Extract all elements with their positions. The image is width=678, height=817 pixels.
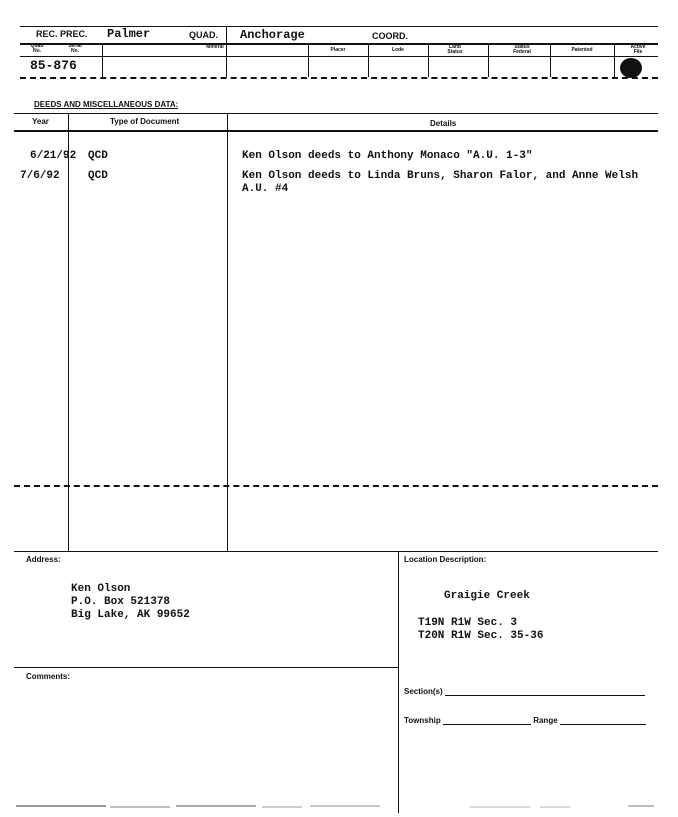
coord-label: COORD. [372,31,408,41]
active-file-label: Active File [630,44,646,55]
col-type-header: Type of Document [110,117,180,126]
patented-label: Patented [571,47,593,53]
quad-no-label: Quad No. [30,43,44,54]
col-year-header: Year [32,117,49,126]
row-details: Ken Olson deeds to Linda Bruns, Sharon Falor, and Anne Welsh [242,170,639,182]
row-details: Ken Olson deeds to Anthony Monaco "A.U. 1-3" [242,150,533,162]
location-name: Graigie Creek [444,590,530,602]
township-range-field: Township Range [404,715,646,725]
location-line-1: T19N R1W Sec. 3 [418,617,518,629]
sections-field: Section(s) [404,686,645,696]
address-label: Address: [26,555,61,564]
location-label: Location Description: [404,555,487,564]
row-type: QCD [88,170,108,182]
row-type: QCD [88,150,108,162]
comments-label: Comments: [26,672,71,681]
quad-serial-value: 85-876 [30,58,77,73]
rec-prec-value: Palmer [107,27,151,41]
address-line-2: P.O. Box 521378 [71,596,171,608]
deeds-section-title: DEEDS AND MISCELLANEOUS DATA: [34,100,179,109]
quad-label: QUAD. [189,30,218,40]
col-details-header: Details [430,119,457,128]
address-line-3: Big Lake, AK 99652 [71,609,190,621]
mineral-label: Mineral [206,44,224,50]
location-line-2: T20N R1W Sec. 35-36 [418,630,544,642]
row-year: 7/6/92 [20,170,60,182]
status-federal-label: Status Federal [513,44,531,55]
quad-value: Anchorage [240,28,305,42]
rec-prec-label: REC. PREC. [36,29,88,39]
row-details-cont: A.U. #4 [242,183,289,195]
placer-label: Placer [330,47,346,53]
land-status-label: Land Status [447,44,463,55]
serial-no-label: Serial No. [68,43,82,54]
row-year: 6/21/92 [30,150,77,162]
address-line-1: Ken Olson [71,583,131,595]
active-file-mark [620,58,642,78]
lode-label: Lode [392,47,404,53]
